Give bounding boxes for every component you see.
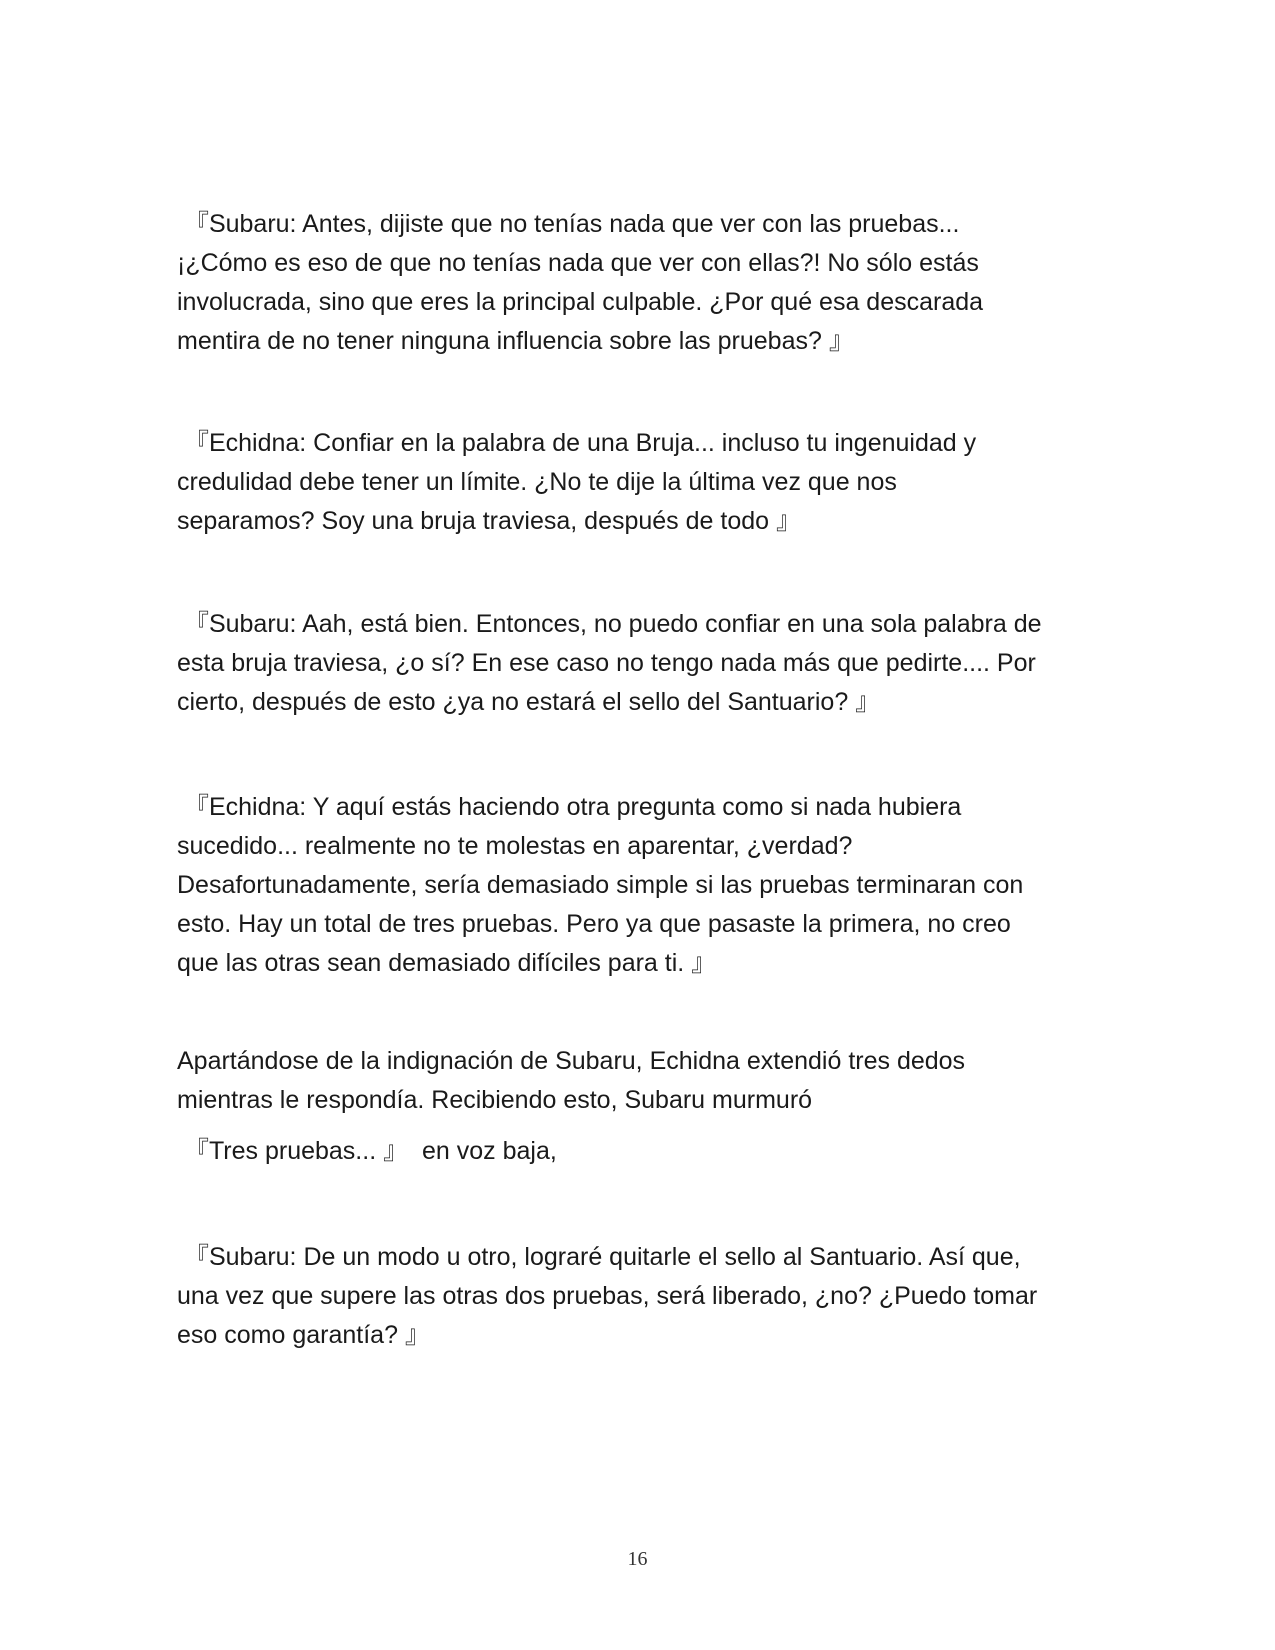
paragraph-narration	[177, 1042, 1117, 1120]
text-line: Desafortunadamente, sería demasiado simple si las pruebas terminaran con	[177, 871, 1024, 899]
text-line: Apartándose de la indignación de Subaru, Echidna extendió tres dedos	[177, 1047, 966, 1075]
paragraph-murmur	[177, 1132, 1117, 1171]
paragraph-subaru-1	[177, 205, 1117, 361]
text-line: 『Echidna: Y aquí estás haciendo otra pregunta como si nada hubiera	[177, 793, 962, 821]
text-line: esto. Hay un total de tres pruebas. Pero ya que pasaste la primera, no creo	[177, 910, 1011, 938]
text-line: mientras le respondía. Recibiendo esto, Subaru murmuró	[177, 1086, 813, 1114]
text-line: mentira de no tener ninguna influencia sobre las pruebas? 』	[177, 327, 854, 355]
text-line: ¡¿Cómo es eso de que no tenías nada que ver con ellas?! No sólo estás	[177, 249, 979, 277]
text-line: 『Subaru: De un modo u otro, lograré quitarle el sello al Santuario. Así que,	[177, 1243, 1021, 1271]
paragraph-echidna-1	[177, 424, 1117, 541]
text-line: una vez que supere las otras dos pruebas, será liberado, ¿no? ¿Puedo tomar	[177, 1282, 1038, 1310]
paragraph-subaru-2	[177, 605, 1117, 722]
text-line: sucedido... realmente no te molestas en aparentar, ¿verdad?	[177, 832, 853, 860]
text-line: 『Tres pruebas... 』 en voz baja,	[177, 1137, 557, 1165]
text-line: 『Echidna: Confiar en la palabra de una Bruja... incluso tu ingenuidad y	[177, 429, 977, 457]
text-line: que las otras sean demasiado difíciles para ti. 』	[177, 949, 717, 977]
paragraph-subaru-3	[177, 1238, 1117, 1355]
page-number: 16	[627, 1548, 648, 1570]
text-line: cierto, después de esto ¿ya no estará el sello del Santuario? 』	[177, 688, 881, 716]
text-line: separamos? Soy una bruja traviesa, después de todo 』	[177, 507, 801, 535]
text-line: 『Subaru: Aah, está bien. Entonces, no puedo confiar en una sola palabra de	[177, 610, 1042, 638]
paragraph-echidna-2	[177, 788, 1117, 983]
text-line: eso como garantía? 』	[177, 1321, 430, 1349]
text-line: esta bruja traviesa, ¿o sí? En ese caso no tengo nada más que pedirte.... Por	[177, 649, 1036, 677]
text-line: credulidad debe tener un límite. ¿No te dije la última vez que nos	[177, 468, 897, 496]
text-line: 『Subaru: Antes, dijiste que no tenías nada que ver con las pruebas...	[177, 210, 960, 238]
text-line: involucrada, sino que eres la principal culpable. ¿Por qué esa descarada	[177, 288, 984, 316]
